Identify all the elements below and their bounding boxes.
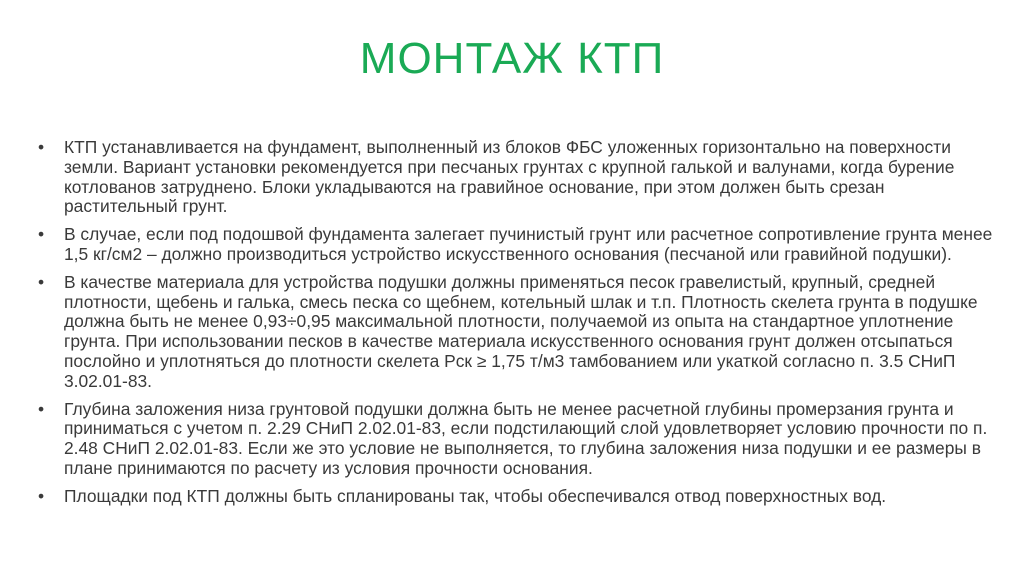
bullet-item [38, 225, 998, 265]
slide-title: МОНТАЖ КТП [359, 34, 665, 83]
bullet-text: • Площадки под КТП должны быть спланированы так, чтобы обеспечивался отвод поверхностных вод. [64, 485, 887, 506]
bullet-list [38, 138, 998, 515]
bullet-text: • В случае, если под подошвой фундамента залегает пучинистый грунт или расчетное сопротивление грунта менее 1,5 кг/см2 – должно производиться устройство искусственного основания (песчаной или гравийной подушки). [64, 224, 993, 264]
bullet-text: • КТП устанавливается на фундамент, выполненный из блоков ФБС уложенных горизонтально на поверхности земли. Вариант установки рекомендуется при песчаных грунтах с крупной галькой и валунами, когда бурение котлованов затруднено. Блоки укладываются на гравийное основание, при этом должен быть срезан растительный грунт. [64, 137, 955, 217]
bullet-text: • Глубина заложения низа грунтовой подушки должна быть не менее расчетной глубины промерзания грунта и приниматься с учетом п. 2.29 СНиП 2.02.01-83, если подстилающий слой удовлетворяет условию прочности по п. 2.48 СНиП 2.02.01-83. Если же это условие не выполняется, то глубина заложения низа подушки и ее размеры в плане принимаются по расчету из условия прочности основания. [64, 398, 988, 478]
bullet-item [38, 273, 998, 392]
bullet-item [38, 487, 998, 507]
bullet-text: • В качестве материала для устройства подушки должны применяться песок гравелистый, крупный, средней плотности, щебень и галька, смесь песка со щебнем, котельный шлак и т.п. Плотность скелета грунта в подушке должна быть не менее 0,93÷0,95 максимальной плотности, получаемой из опыта на стандартное уплотнение грунта. При использовании песков в качестве материала искусственного основания грунт должен отсыпаться послойно и уплотняться до плотности скелета Рск ≥ 1,75 т/м3 тамбованием или укаткой согласно п. 3.5 СНиП 3.02.01-83. [64, 271, 978, 391]
bullet-item [38, 400, 998, 479]
bullet-item [38, 138, 998, 217]
